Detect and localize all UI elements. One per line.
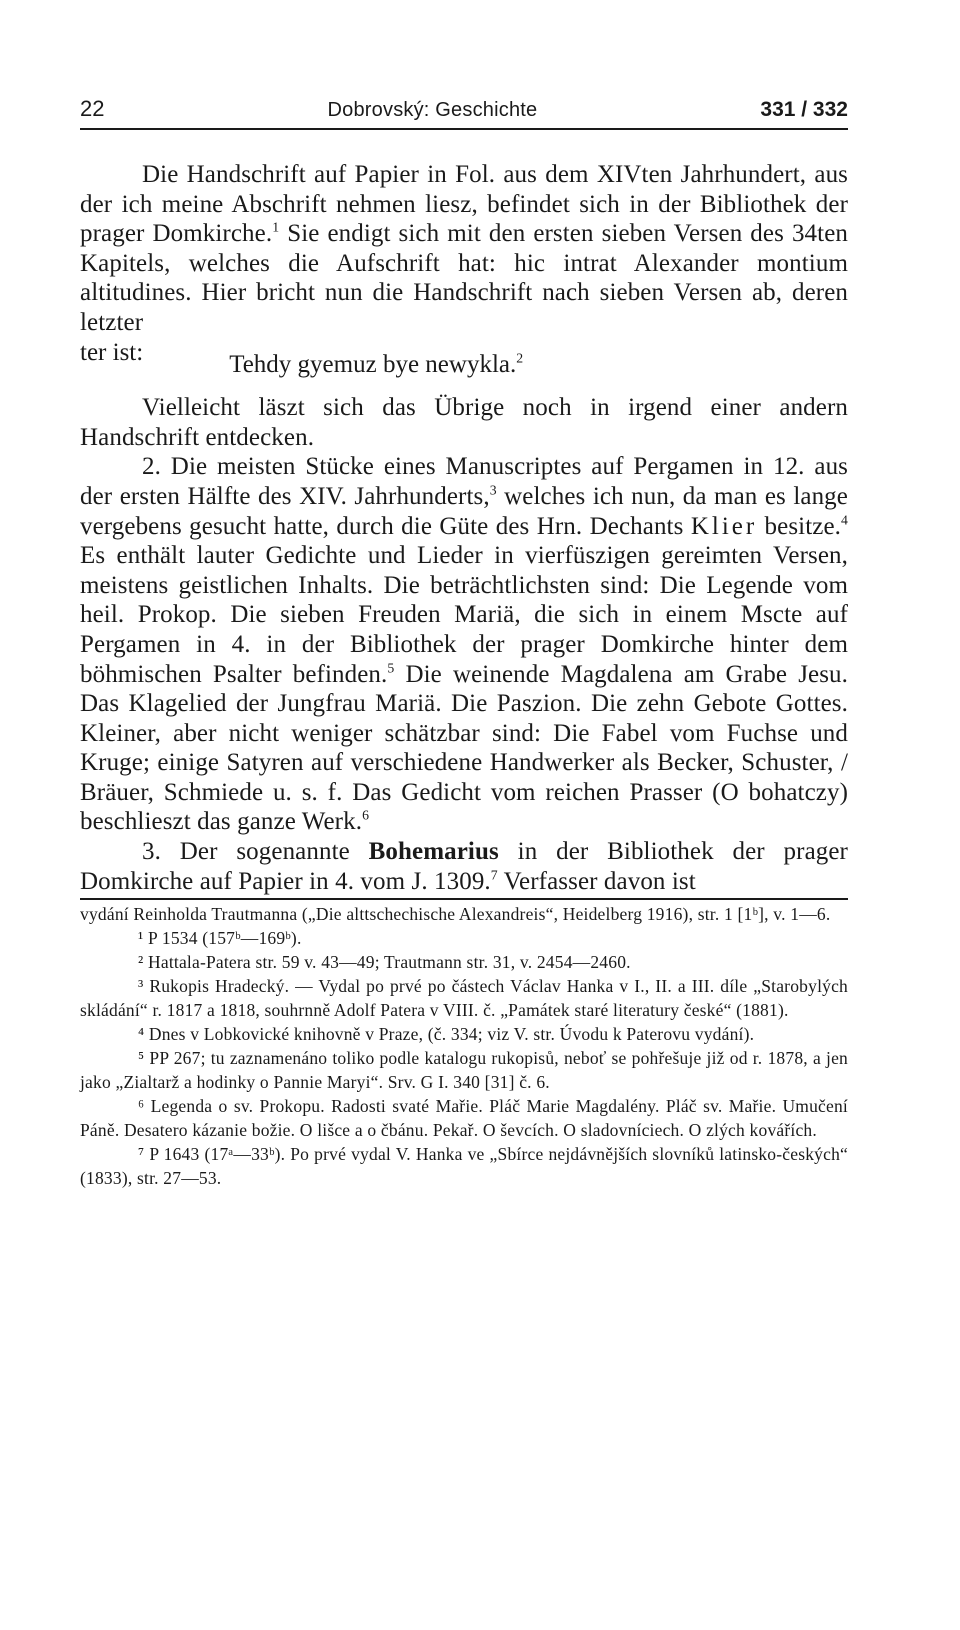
running-header: [80, 96, 848, 130]
footnote-ref-7: 7: [490, 867, 498, 883]
verse-lead-text: ter ist:: [80, 338, 144, 366]
footnote-1: ¹ P 1534 (157ᵇ—169ᵇ).: [138, 928, 302, 949]
spaced-name: Klier: [690, 512, 758, 540]
footnote-ref-4: 4: [841, 512, 848, 528]
footnote-ref-1: 1: [272, 219, 280, 235]
verse-quote-block: [80, 338, 848, 380]
page-number: 22: [80, 96, 105, 121]
footnote-7: ⁷ P 1643 (17ᵃ—33ᵇ). Po prvé vydal V. Hanka ve „Sbírce nejdávnějších slovníků latinsko-českých“ (1833), str. 27—53.: [80, 1144, 848, 1189]
footnote-3: ³ Rukopis Hradecký. — Vydal po prvé po částech Václav Hanka v I., II. a III. díle „Starobylých skládání“ r. 1817 a 1818, souhrnně Adolf Patera v VIII. č. „Památek staré literatury české“ (1881).: [80, 976, 848, 1021]
book-page: [80, 96, 848, 1190]
main-text: [80, 160, 848, 896]
paragraph-3: 2. Die meisten Stücke eines Manuscriptes auf Pergamen in 12. aus der ersten Hälfte des XIV. Jahrhunderts,$^3$ welches ich nun, da man es lange vergebens gesucht hatte, durch die Güte des Hrn. Dechants Klier besitze.$^4$ Es enthält lauter Gedichte und Lieder in vierfüszigen gereimten Versen, meistens geistlichen Inhalts. Die beträchtlichsten sind: Die Legende vom heil. Prokop. Die sieben Freuden Mariä, die sich in einem Mscte auf Pergamen in 4. in der Bibliothek der prager Domkirche hinter dem böhmischen Psalter befinden.$^5$ Die weinende Magdalena am Grabe Jesu. Das Klagelied der Jungfrau Mariä. Die Paszion. Die zehn Gebote Gottes. Kleiner, aber nicht weniger schätzbar sind: Die Fabel vom Fuchse und Kruge; einige Satyren auf verschiedene Handwerker als Becker, Schuster, / Bräuer, Schmiede u. s. f. Das Gedicht vom reichen Prasser (O bohatczy) beschlieszt das ganze Werk.$^6$: [80, 453, 848, 836]
footnote-2: ² Hattala-Patera str. 59 v. 43—49; Trautmann str. 31, v. 2454—2460.: [138, 952, 631, 973]
footnotes: [80, 902, 848, 1190]
original-page-range: 331 / 332: [760, 98, 848, 121]
quoted-verse: Tehdy gyemuz bye newykla.$^2$: [229, 350, 524, 378]
footnote-ref-2: 2: [516, 350, 524, 366]
running-title: Dobrovský: Geschichte: [327, 99, 538, 121]
footnote-ref-5: 5: [387, 660, 395, 676]
footnote-ref-3: 3: [489, 482, 497, 498]
bold-term: Bohemarius: [368, 838, 499, 866]
footnote-continuation: vydání Reinholda Trautmanna („Die alttschechische Alexandreis“, Heidelberg 1916), str. 1 [1ᵇ], v. 1—6.: [80, 904, 831, 925]
footnote-4: ⁴ Dnes v Lobkovické knihovně v Praze, (č. 334; viz V. str. Úvodu k Paterovu vydání).: [138, 1024, 755, 1045]
paragraph-1: Die Handschrift auf Papier in Fol. aus dem XIVten Jahrhundert, aus der ich meine Abschrift nehmen liesz, befindet sich in der Bibliothek der prager Domkirche.$^1$ Sie endigt sich mit den ersten sieben Versen des 34ten Kapitels, welches die Aufschrift hat: hic intrat Alexander montium altitudines. Hier bricht nun die Handschrift nach sieben Versen ab, deren letzter: [80, 161, 848, 336]
paragraph-4: 3. Der sogenannte Bohemarius in der Bibliothek der prager Domkirche auf Papier in 4. vom J. 1309.$^7$ Verfasser davon ist: [80, 838, 848, 895]
paragraph-2: Vielleicht läszt sich das Übrige noch in irgend einer andern Handschrift entdecken.: [80, 394, 848, 451]
footnote-5: ⁵ PP 267; tu zaznamenáno toliko podle katalogu rukopisů, neboť se pohřešuje již od r. 1878, a jen jako „Zialtarž a hodinky o Pannie Maryi“. Srv. G I. 340 [31] č. 6.: [80, 1048, 848, 1093]
footnote-6: ⁶ Legenda o sv. Prokopu. Radosti svaté Mařie. Pláč Marie Magdalény. Pláč sv. Mařie. Umučení Páně. Desatero kázanie božie. O lišce a o čbánu. Pekař. O ševcích. O sladovníciech. O zlých kovářích.: [80, 1096, 848, 1141]
footnote-ref-6: 6: [362, 808, 370, 824]
